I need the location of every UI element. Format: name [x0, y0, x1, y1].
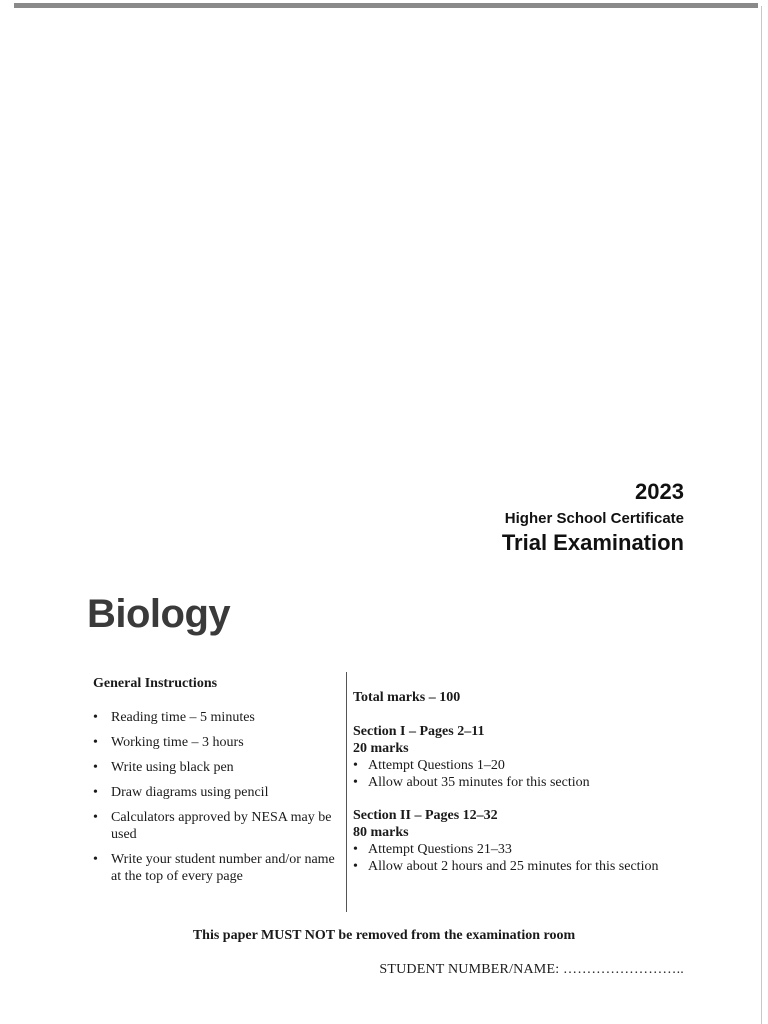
section-item: • Allow about 35 minutes for this section — [353, 775, 590, 790]
section-item: • Allow about 2 hours and 25 minutes for this section — [353, 859, 659, 874]
exam-year: 2023 — [635, 479, 684, 504]
bullet-icon: • — [93, 810, 98, 825]
exam-type: Trial Examination — [501, 530, 684, 555]
top-border — [14, 3, 758, 8]
certificate-name: Higher School Certificate — [504, 510, 684, 527]
exam-summary — [353, 689, 673, 891]
total-marks: Total marks – 100 — [353, 690, 461, 705]
instructions-heading: General Instructions — [93, 676, 218, 691]
bullet-icon: • — [353, 859, 358, 874]
section-1-title: Section I – Pages 2–11 — [353, 724, 485, 739]
bullet-icon: • — [353, 775, 358, 790]
bullet-icon: • — [353, 842, 358, 857]
exam-header — [502, 478, 684, 557]
column-divider — [346, 672, 347, 912]
section-item: • Attempt Questions 1–20 — [353, 758, 505, 773]
section-1-list — [353, 757, 673, 791]
section-1-marks: 20 marks — [353, 741, 409, 756]
bullet-icon: • — [93, 760, 98, 775]
general-instructions — [93, 675, 338, 893]
bullet-icon: • — [93, 710, 98, 725]
bullet-icon: • — [93, 785, 98, 800]
section-2-title: Section II – Pages 12–32 — [353, 808, 498, 823]
instruction-item: • Draw diagrams using pencil — [93, 785, 269, 800]
page-edge — [761, 6, 762, 1024]
instruction-item: • Working time – 3 hours — [93, 735, 244, 750]
section-item: • Attempt Questions 21–33 — [353, 842, 512, 857]
section-2-marks: 80 marks — [353, 825, 409, 840]
removal-notice: This paper MUST NOT be removed from the examination room — [192, 928, 576, 943]
instruction-item: • Write your student number and/or name at the top of every page — [93, 852, 335, 884]
instructions-list — [93, 709, 338, 885]
instruction-item: • Write using black pen — [93, 760, 234, 775]
bullet-icon: • — [353, 758, 358, 773]
bullet-icon: • — [93, 735, 98, 750]
instruction-item: • Calculators approved by NESA may be used — [93, 810, 332, 842]
student-number-field[interactable]: STUDENT NUMBER/NAME: …………………….. — [379, 962, 684, 977]
section-2-list — [353, 841, 673, 875]
subject-title: Biology — [87, 592, 231, 636]
instruction-item: • Reading time – 5 minutes — [93, 710, 255, 725]
bullet-icon: • — [93, 852, 98, 867]
